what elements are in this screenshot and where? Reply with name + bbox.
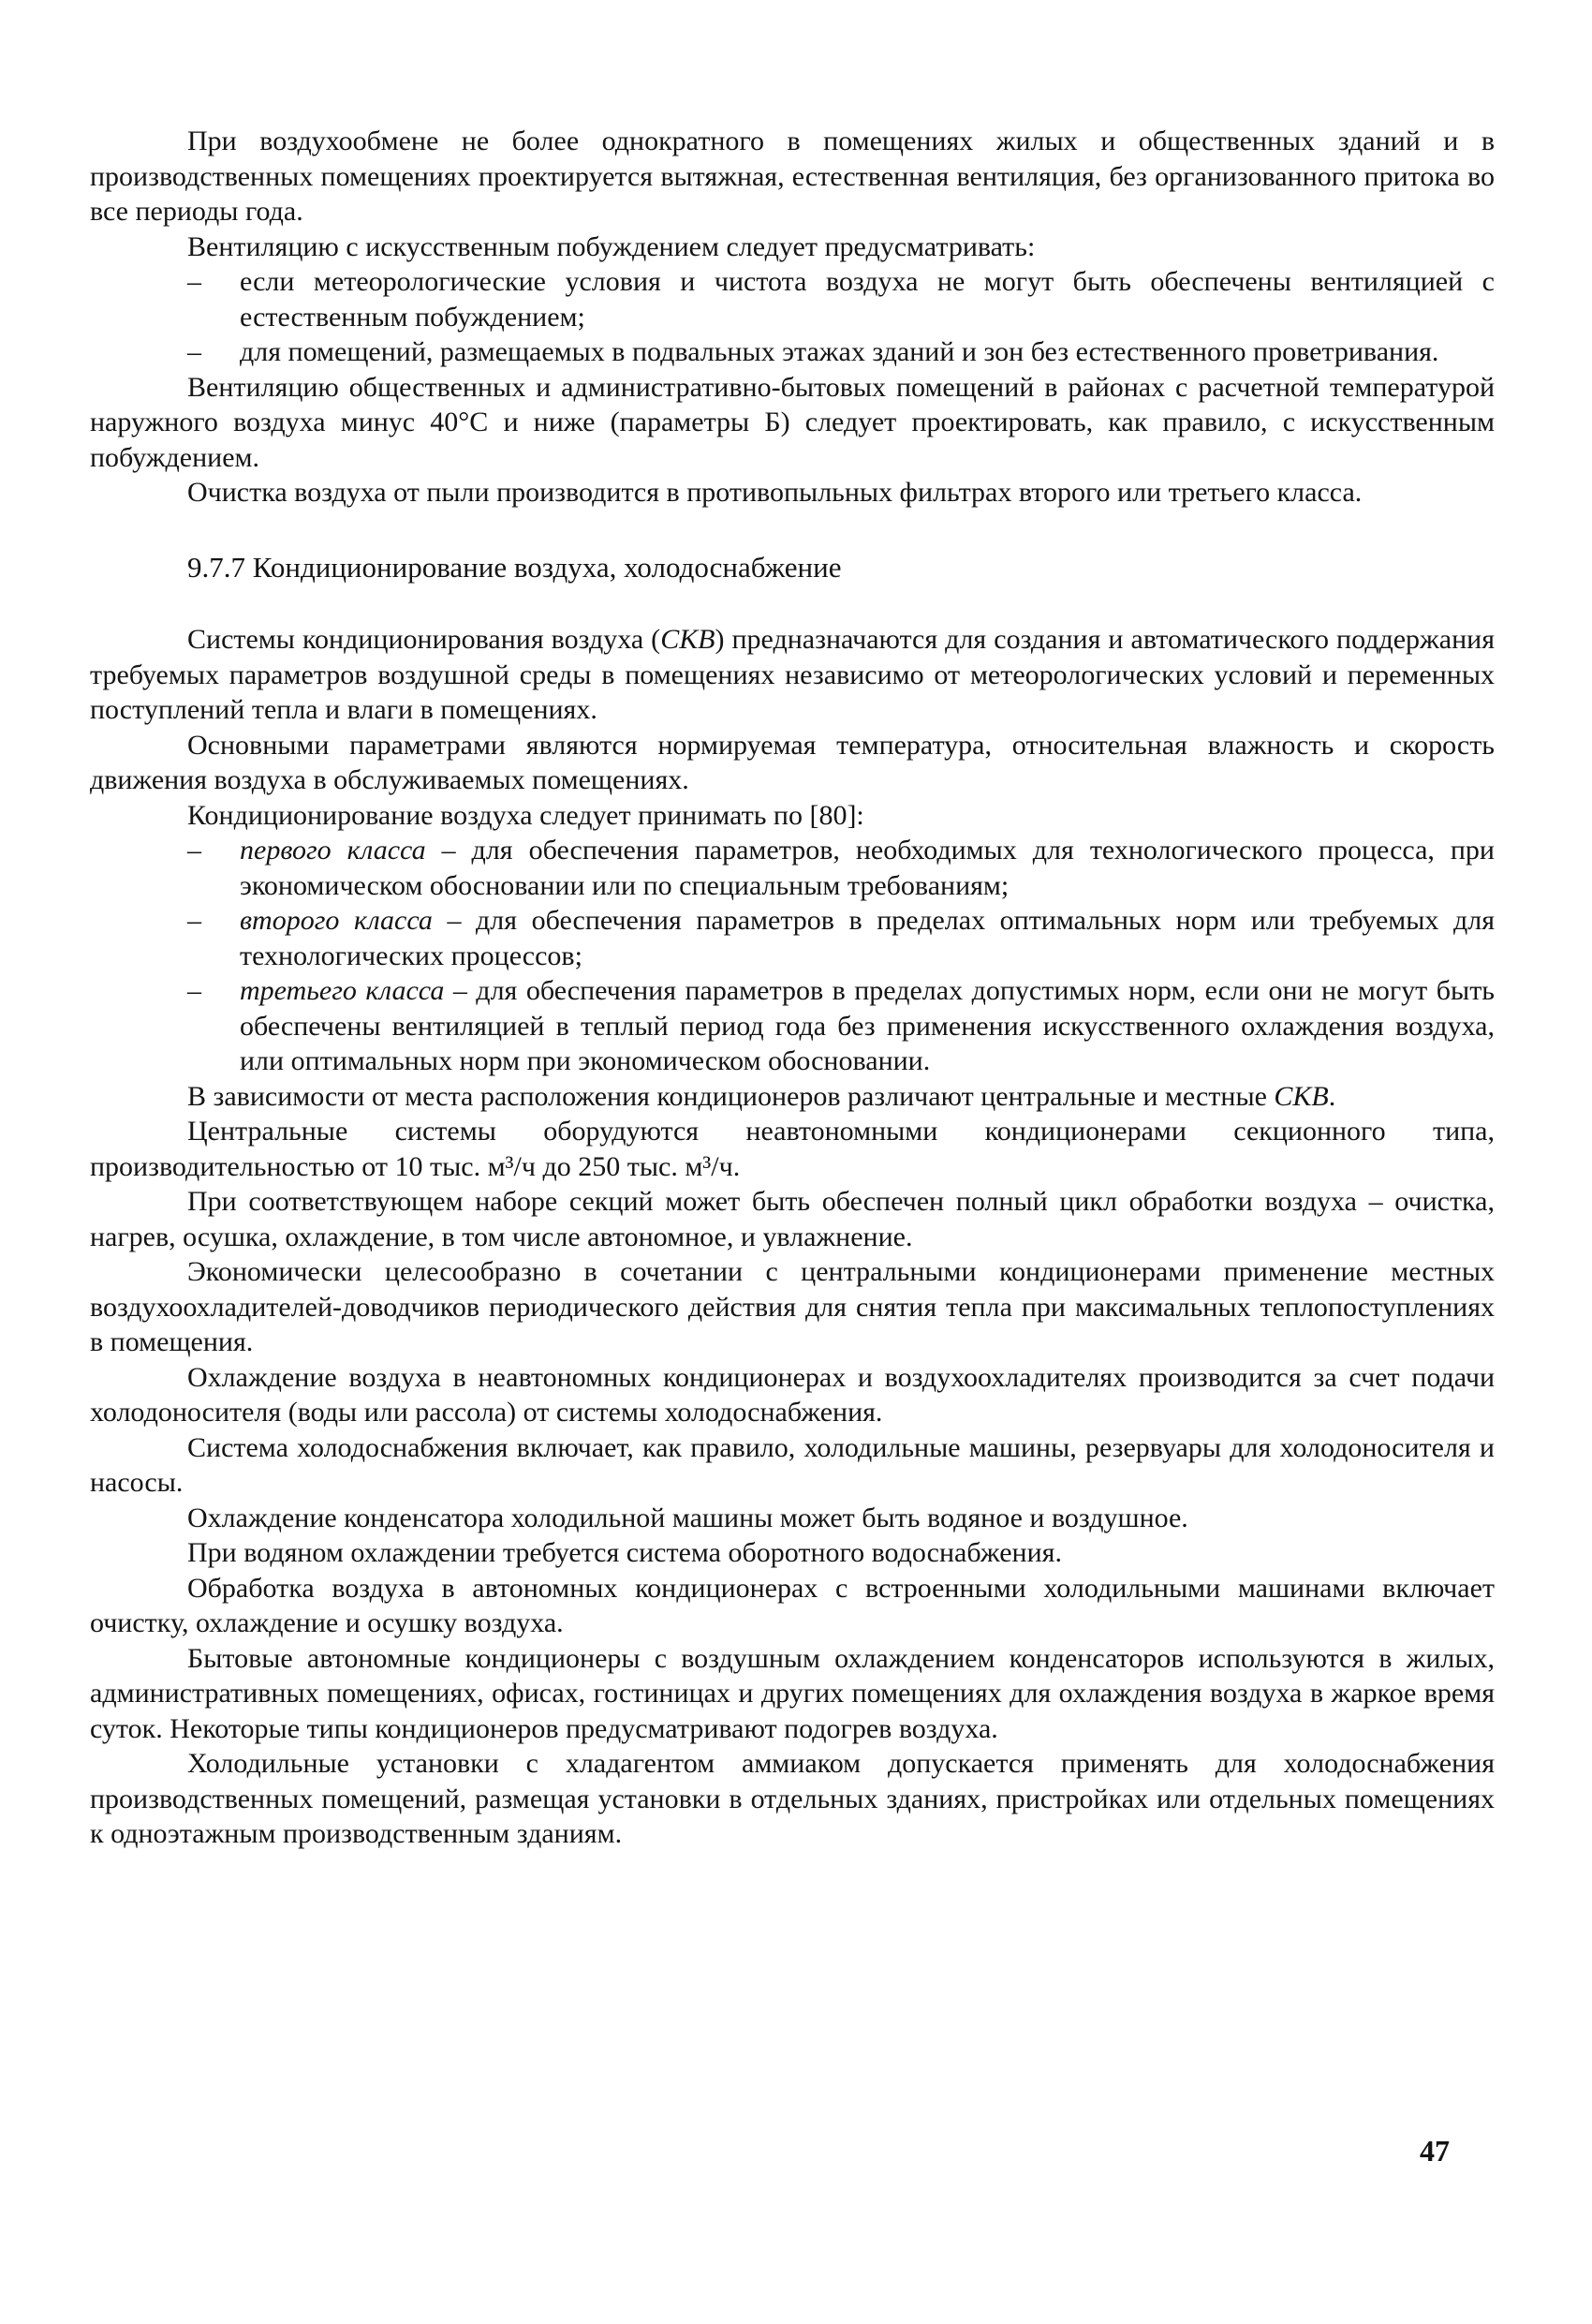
- dash-marker: –: [187, 835, 201, 866]
- paragraph-cold-supply-system: Система холодоснабжения включает, как правило, холодильные машины, резервуары для холодоносителя и насосы.: [90, 1431, 1495, 1498]
- list-item: [90, 833, 1495, 903]
- dash-marker: –: [187, 336, 201, 367]
- paragraph-cooling-non-autonomous: Охлаждение воздуха в неавтономных кондиционерах и воздухоохладителях производится за счет подачи холодоносителя (воды или рассола) от системы холодоснабжения.: [90, 1361, 1495, 1428]
- paragraph-main-parameters: Основными параметрами являются нормируемая температура, относительная влажность и скорость движения воздуха в обслуживаемых помещениях.: [90, 729, 1495, 795]
- location-text: В зависимости от места расположения кондиционеров различают центральные и местные: [187, 1080, 1275, 1112]
- skv-abbreviation: СКВ: [660, 624, 715, 655]
- skv-intro-after: ) предназначаются для создания и автоматического поддержания требуемых параметров воздушной среды в помещениях независимо от метеорологических условий и переменных поступлений тепла и влаги в помещениях.: [90, 624, 1496, 725]
- class-term: третьего класса: [240, 975, 445, 1006]
- paragraph-natural-ventilation: При воздухообмене не более однократного в помещениях жилых и общественных зданий и в производственных помещениях проектируется вытяжная, естественная вентиляция, без организованного притока во все периоды года.: [90, 126, 1495, 227]
- paragraph-central-systems: Центральные системы оборудуются неавтономными кондиционерами секционного типа, производительностью от 10 тыс. м³/ч до 250 тыс. м³/ч.: [90, 1116, 1495, 1182]
- skv-intro-before: Системы кондиционирования воздуха (: [187, 624, 661, 655]
- paragraph-dust-filtering: Очистка воздуха от пыли производится в противопыльных фильтрах второго или третьего класса.: [187, 477, 1363, 508]
- class-description: – для обеспечения параметров в пределах допустимых норм, если они не могут быть обеспечены вентиляцией в теплый период года без применения искусственного охлаждения воздуха, или оптимальных норм при экономическом обосновании.: [240, 975, 1495, 1076]
- conditioning-classes-list: [90, 833, 1495, 1079]
- page-number: 47: [1420, 2134, 1450, 2168]
- paragraph-mechanical-ventilation-intro: Вентиляцию с искусственным побуждением следует предусматривать:: [187, 230, 1036, 262]
- paragraph-household-conditioners: Бытовые автономные кондиционеры с воздушным охлаждением конденсаторов используются в жилых, административных помещениях, офисах, гостиницах и других помещениях для охлаждения воздуха в жаркое время суток. Некоторые типы кондиционеров предусматривают подогрев воздуха.: [90, 1642, 1495, 1744]
- paragraph-section-set: При соответствующем наборе секций может быть обеспечен полный цикл обработки воздуха – очистка, нагрев, осушка, охлаждение, в том числе автономное, и увлажнение.: [90, 1186, 1495, 1252]
- list-item: [90, 264, 1495, 334]
- dash-marker: –: [187, 266, 201, 297]
- paragraph-water-cooling: При водяном охлаждении требуется система оборотного водоснабжения.: [187, 1537, 1062, 1568]
- paragraph-classes-intro: Кондиционирование воздуха следует принимать по [80]:: [187, 799, 864, 831]
- paragraph-condenser-cooling: Охлаждение конденсатора холодильной машины может быть водяное и воздушное.: [187, 1502, 1188, 1533]
- list-item-text: если метеорологические условия и чистота воздуха не могут быть обеспечены вентиляцией с естественным побуждением;: [240, 266, 1495, 333]
- skv-abbreviation: СКВ: [1274, 1080, 1329, 1112]
- class-term: второго класса: [240, 905, 433, 936]
- class-description: – для обеспечения параметров, необходимых для технологического процесса, при экономическом обосновании или по специальным требованиям;: [240, 835, 1495, 901]
- paragraph-local-coolers: Экономически целесообразно в сочетании с центральными кондиционерами применение местных воздухоохладителей-доводчиков периодического действия для снятия тепла при максимальных теплопоступлениях в помещения.: [90, 1256, 1495, 1357]
- paragraph-autonomous-processing: Обработка воздуха в автономных кондиционерах с встроенными холодильными машинами включает очистку, охлаждение и осушку воздуха.: [90, 1572, 1495, 1638]
- paragraph-ammonia-units: Холодильные установки с хладагентом аммиаком допускается применять для холодоснабжения производственных помещений, размещая установки в отдельных зданиях, пристройках или отдельных помещениях к одноэтажным производственным зданиям.: [90, 1748, 1495, 1849]
- paragraph-location: [90, 1079, 1495, 1115]
- class-description: – для обеспечения параметров в пределах оптимальных норм или требуемых для технологических процессов;: [240, 905, 1495, 971]
- page-body: [90, 124, 1495, 1852]
- list-item: [90, 903, 1495, 973]
- list-item: [90, 334, 1495, 370]
- dash-marker: –: [187, 975, 201, 1006]
- paragraph-skv-intro: [90, 622, 1495, 728]
- dash-marker: –: [187, 905, 201, 936]
- location-end: .: [1328, 1080, 1336, 1112]
- ventilation-conditions-list: [90, 264, 1495, 370]
- list-item-text: для помещений, размещаемых в подвальных этажах зданий и зон без естественного проветривания.: [240, 336, 1439, 367]
- list-item: [90, 973, 1495, 1079]
- class-term: первого класса: [240, 835, 426, 866]
- paragraph-public-buildings-ventilation: Вентиляцию общественных и административно-бытовых помещений в районах с расчетной температурой наружного воздуха минус 40°С и ниже (параметры Б) следует проектировать, как правило, с искусственным побуждением.: [90, 371, 1495, 473]
- section-heading: 9.7.7 Кондиционирование воздуха, холодоснабжение: [187, 550, 842, 584]
